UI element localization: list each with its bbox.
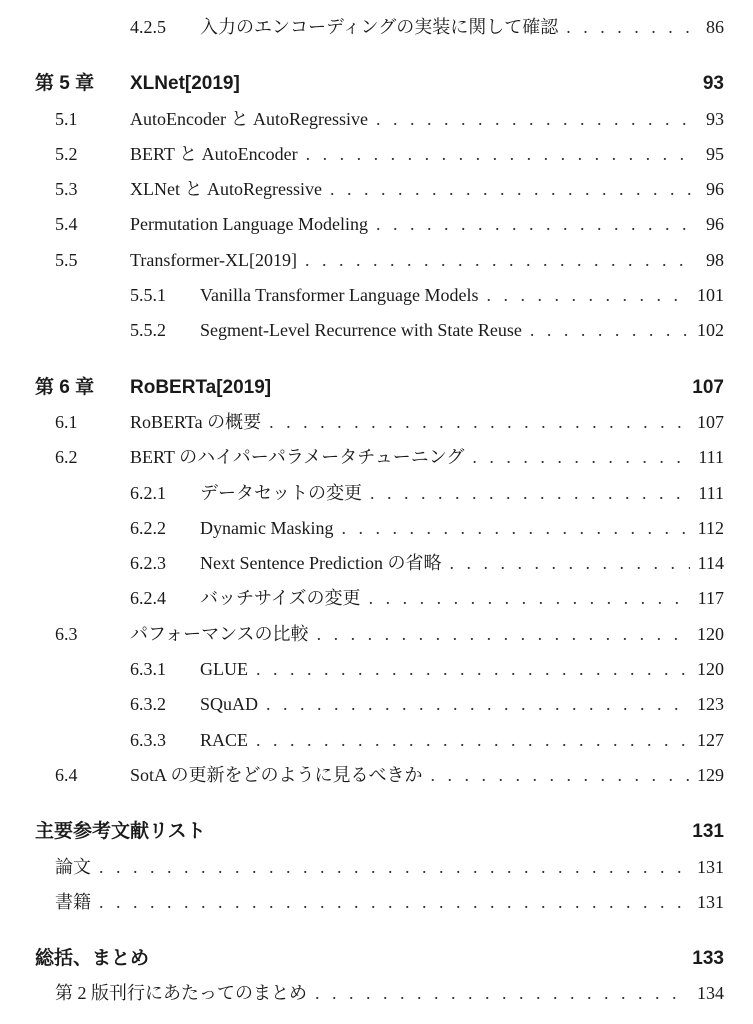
entry-page-number: 107 bbox=[697, 411, 724, 432]
entry-title: RoBERTa[2019] bbox=[130, 376, 272, 398]
entry-number: 6.2.1 bbox=[130, 482, 166, 503]
entry-line bbox=[200, 581, 724, 616]
dot-leader bbox=[449, 546, 689, 581]
toc-section-entry[interactable] bbox=[0, 976, 753, 1011]
entry-page-number: 133 bbox=[692, 948, 724, 970]
entry-title: XLNet と AutoRegressive bbox=[130, 179, 322, 200]
entry-page-number: 134 bbox=[697, 983, 724, 1004]
entry-line bbox=[200, 476, 724, 511]
dot-leader bbox=[266, 687, 689, 722]
entry-page-number: 101 bbox=[697, 285, 724, 306]
entry-line bbox=[35, 941, 724, 976]
entry-title: Transformer-XL[2019] bbox=[130, 249, 297, 270]
entry-page-number: 96 bbox=[706, 179, 724, 200]
entry-page-number: 95 bbox=[706, 143, 724, 164]
entry-line bbox=[130, 137, 724, 172]
entry-page-number: 131 bbox=[697, 891, 724, 912]
dot-leader bbox=[315, 976, 689, 1011]
entry-title: RACE bbox=[200, 729, 249, 750]
entry-number: 6.3.2 bbox=[130, 694, 166, 715]
entry-page-number: 112 bbox=[697, 517, 724, 538]
entry-line bbox=[200, 10, 724, 45]
entry-title: 論文 bbox=[55, 856, 91, 877]
entry-line bbox=[130, 66, 724, 101]
dot-leader bbox=[305, 243, 696, 278]
entry-title: XLNet[2019] bbox=[130, 73, 240, 95]
entry-number: 第 5 章 bbox=[35, 73, 95, 95]
entry-line bbox=[55, 885, 724, 920]
toc-subsection-entry[interactable] bbox=[0, 581, 753, 616]
entry-page-number: 107 bbox=[692, 376, 724, 398]
dot-leader bbox=[530, 313, 689, 348]
dot-leader bbox=[376, 102, 696, 137]
dot-leader bbox=[330, 172, 696, 207]
entry-line bbox=[200, 652, 724, 687]
entry-number: 5.3 bbox=[55, 179, 78, 200]
entry-page-number: 86 bbox=[706, 17, 724, 37]
toc-chapter-entry[interactable] bbox=[0, 370, 753, 405]
entry-title: 第 2 版刊行にあたってのまとめ bbox=[55, 983, 307, 1004]
dot-leader bbox=[370, 476, 690, 511]
toc-section-entry[interactable] bbox=[0, 102, 753, 137]
entry-page-number: 131 bbox=[697, 856, 724, 877]
entry-title: バッチサイズの変更 bbox=[200, 588, 361, 609]
entry-number: 6.3 bbox=[55, 623, 78, 644]
entry-title: BERT と AutoEncoder bbox=[130, 143, 298, 164]
entry-title: 入力のエンコーディングの実装に関して確認 bbox=[200, 17, 559, 37]
toc-section-entry[interactable] bbox=[0, 172, 753, 207]
entry-title: データセットの変更 bbox=[200, 482, 362, 503]
toc-subsection-entry[interactable] bbox=[0, 313, 753, 348]
entry-page-number: 123 bbox=[697, 694, 724, 715]
entry-line bbox=[200, 313, 724, 348]
entry-title: 主要参考文献リスト bbox=[35, 821, 206, 843]
entry-page-number: 111 bbox=[698, 482, 724, 503]
entry-title: Dynamic Masking bbox=[200, 517, 334, 538]
entry-title: BERT のハイパーパラメータチューニング bbox=[130, 447, 465, 468]
toc-section-entry[interactable] bbox=[0, 137, 753, 172]
entry-number: 5.2 bbox=[55, 143, 78, 164]
entry-line bbox=[130, 405, 724, 440]
entry-title: SotA の更新をどのように見るべきか bbox=[130, 764, 423, 785]
entry-page-number: 129 bbox=[697, 764, 724, 785]
entry-page-number: 131 bbox=[692, 821, 724, 843]
entry-number: 5.4 bbox=[55, 214, 78, 235]
toc-chapter-entry[interactable] bbox=[0, 66, 753, 101]
entry-line bbox=[200, 723, 724, 758]
entry-number: 6.3.1 bbox=[130, 659, 166, 680]
entry-title: パフォーマンスの比較 bbox=[130, 623, 309, 644]
entry-title: 書籍 bbox=[55, 891, 91, 912]
entry-page-number: 111 bbox=[698, 447, 724, 468]
entry-line bbox=[130, 172, 724, 207]
entry-title: Segment-Level Recurrence with State Reuse bbox=[200, 320, 522, 341]
entry-line bbox=[130, 102, 724, 137]
entry-line bbox=[55, 850, 724, 885]
dot-leader bbox=[472, 440, 690, 475]
entry-number: 6.2.4 bbox=[130, 588, 166, 609]
toc-section-entry[interactable] bbox=[0, 885, 753, 920]
entry-line bbox=[130, 243, 724, 278]
toc-chapter-entry[interactable] bbox=[0, 814, 753, 849]
entry-page-number: 96 bbox=[706, 214, 724, 235]
dot-leader bbox=[256, 652, 689, 687]
entry-number: 6.2.2 bbox=[130, 517, 166, 538]
entry-page-number: 93 bbox=[706, 108, 724, 129]
dot-leader bbox=[486, 278, 689, 313]
dot-leader bbox=[431, 758, 689, 793]
entry-line bbox=[130, 758, 724, 793]
entry-line bbox=[130, 370, 724, 405]
entry-title: Vanilla Transformer Language Models bbox=[200, 285, 479, 306]
entry-page-number: 120 bbox=[697, 623, 724, 644]
toc-subsection-entry[interactable] bbox=[0, 278, 753, 313]
entry-title: RoBERTa の概要 bbox=[130, 411, 262, 432]
toc-section-entry[interactable] bbox=[0, 440, 753, 475]
entry-page-number: 98 bbox=[706, 249, 724, 270]
entry-number: 5.5 bbox=[55, 249, 78, 270]
dot-leader bbox=[317, 617, 689, 652]
dot-leader bbox=[306, 137, 696, 172]
entry-title: GLUE bbox=[200, 659, 248, 680]
entry-title: Next Sentence Prediction の省略 bbox=[200, 553, 442, 574]
entry-page-number: 93 bbox=[702, 73, 724, 95]
entry-line bbox=[130, 207, 724, 242]
entry-line bbox=[200, 687, 724, 722]
entry-title: Permutation Language Modeling bbox=[130, 214, 368, 235]
entry-line bbox=[130, 440, 724, 475]
toc-section-entry[interactable] bbox=[0, 617, 753, 652]
entry-line bbox=[35, 814, 724, 849]
dot-leader bbox=[269, 405, 689, 440]
toc-section-entry[interactable] bbox=[0, 758, 753, 793]
entry-page-number: 127 bbox=[697, 729, 724, 750]
dot-leader bbox=[256, 723, 689, 758]
dot-leader bbox=[341, 511, 689, 546]
entry-number: 6.4 bbox=[55, 764, 78, 785]
dot-leader bbox=[369, 581, 690, 616]
entry-number: 4.2.5 bbox=[130, 17, 166, 37]
toc-subsection-entry[interactable] bbox=[0, 10, 753, 45]
entry-title: 総括、まとめ bbox=[35, 948, 150, 970]
entry-number: 5.5.2 bbox=[130, 320, 166, 341]
entry-line bbox=[200, 546, 724, 581]
dot-leader bbox=[376, 207, 696, 242]
entry-number: 5.5.1 bbox=[130, 285, 166, 306]
dot-leader bbox=[566, 10, 696, 45]
dot-leader bbox=[99, 885, 689, 920]
entry-title: AutoEncoder と AutoRegressive bbox=[130, 108, 368, 129]
toc-subsection-entry[interactable] bbox=[0, 687, 753, 722]
entry-page-number: 117 bbox=[697, 588, 724, 609]
toc-subsection-entry[interactable] bbox=[0, 723, 753, 758]
entry-line bbox=[200, 278, 724, 313]
toc-section-entry[interactable] bbox=[0, 850, 753, 885]
entry-title: SQuAD bbox=[200, 694, 259, 715]
entry-page-number: 102 bbox=[697, 320, 724, 341]
entry-line bbox=[200, 511, 724, 546]
entry-number: 6.3.3 bbox=[130, 729, 166, 750]
entry-line bbox=[130, 617, 724, 652]
entry-number: 6.2.3 bbox=[130, 553, 166, 574]
entry-page-number: 114 bbox=[697, 553, 724, 574]
entry-number: 5.1 bbox=[55, 108, 78, 129]
toc-subsection-entry[interactable] bbox=[0, 511, 753, 546]
dot-leader bbox=[99, 850, 689, 885]
toc-subsection-entry[interactable] bbox=[0, 476, 753, 511]
entry-number: 6.2 bbox=[55, 447, 78, 468]
entry-number: 第 6 章 bbox=[35, 376, 95, 398]
toc-section-entry[interactable] bbox=[0, 405, 753, 440]
toc-section-entry[interactable] bbox=[0, 207, 753, 242]
toc-subsection-entry[interactable] bbox=[0, 546, 753, 581]
toc-section-entry[interactable] bbox=[0, 243, 753, 278]
table-of-contents bbox=[0, 10, 753, 1012]
toc-chapter-entry[interactable] bbox=[0, 941, 753, 976]
entry-page-number: 120 bbox=[697, 659, 724, 680]
entry-number: 6.1 bbox=[55, 411, 78, 432]
toc-subsection-entry[interactable] bbox=[0, 652, 753, 687]
entry-line bbox=[55, 976, 724, 1011]
